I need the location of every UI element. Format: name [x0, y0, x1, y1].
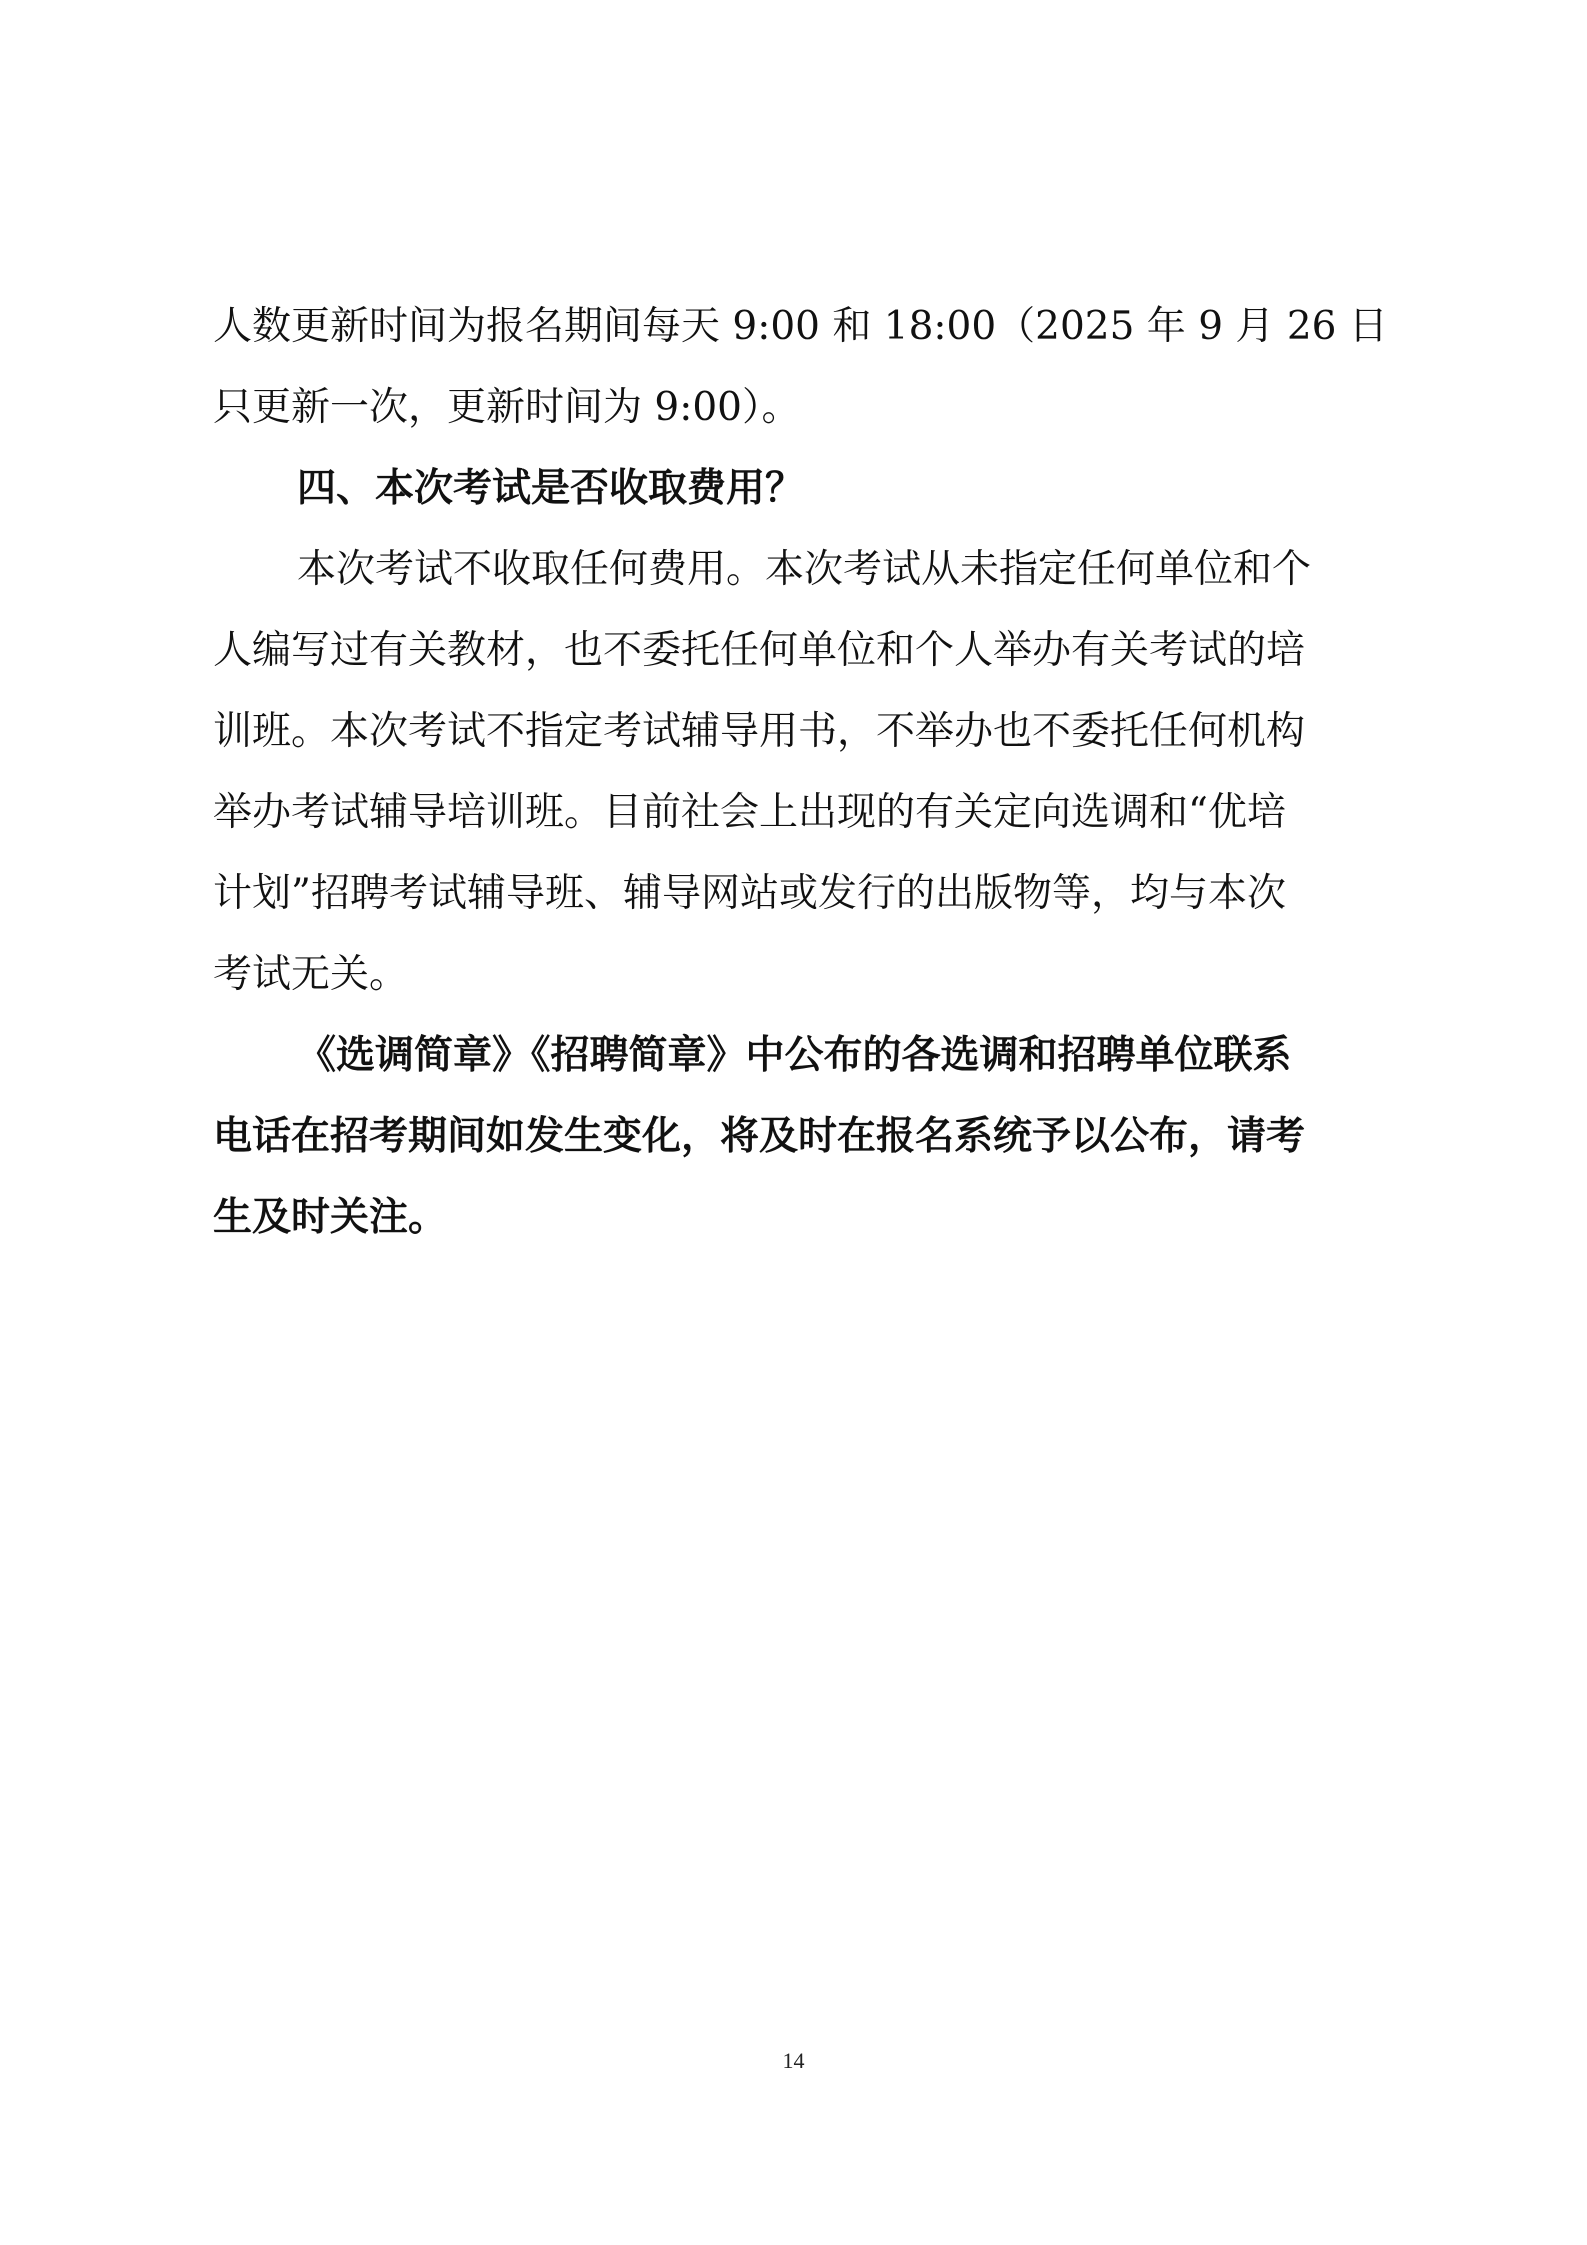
fee-paragraph: [213, 529, 1399, 1015]
paragraph-line: 举办考试辅导培训班。目前社会上出现的有关定向选调和“优培: [213, 790, 1286, 835]
paragraph-line: 计划”招聘考试辅导班、辅导网站或发行的出版物等，均与本次: [213, 871, 1286, 916]
paragraph-line: 《选调简章》《招聘简章》中公布的各选调和招聘单位联系: [297, 1033, 1292, 1078]
paragraph-line: 训班。本次考试不指定考试辅导用书，不举办也不委托任何机构: [213, 709, 1306, 754]
paragraph-line: 只更新一次，更新时间为 9:00）。: [213, 385, 801, 430]
paragraph-line: 电话在招考期间如发生变化，将及时在报名系统予以公布，请考: [213, 1114, 1306, 1159]
section-heading: 四、本次考试是否收取费用？: [297, 466, 805, 511]
page-number: 14: [782, 2048, 805, 2073]
paragraph-line: 考试无关。: [213, 952, 409, 997]
contact-paragraph: [213, 1015, 1399, 1258]
paragraph-line: 生及时关注。: [213, 1195, 448, 1240]
paragraph-line: 本次考试不收取任何费用。本次考试从未指定任何单位和个: [297, 547, 1312, 592]
continued-paragraph: [213, 286, 1399, 448]
paragraph-line: 人数更新时间为报名期间每天 9:00 和 18:00（2025 年 9 月 26 日: [213, 304, 1388, 349]
paragraph-line: 人编写过有关教材，也不委托任何单位和个人举办有关考试的培: [213, 628, 1306, 673]
section-heading-container: [213, 448, 1399, 529]
